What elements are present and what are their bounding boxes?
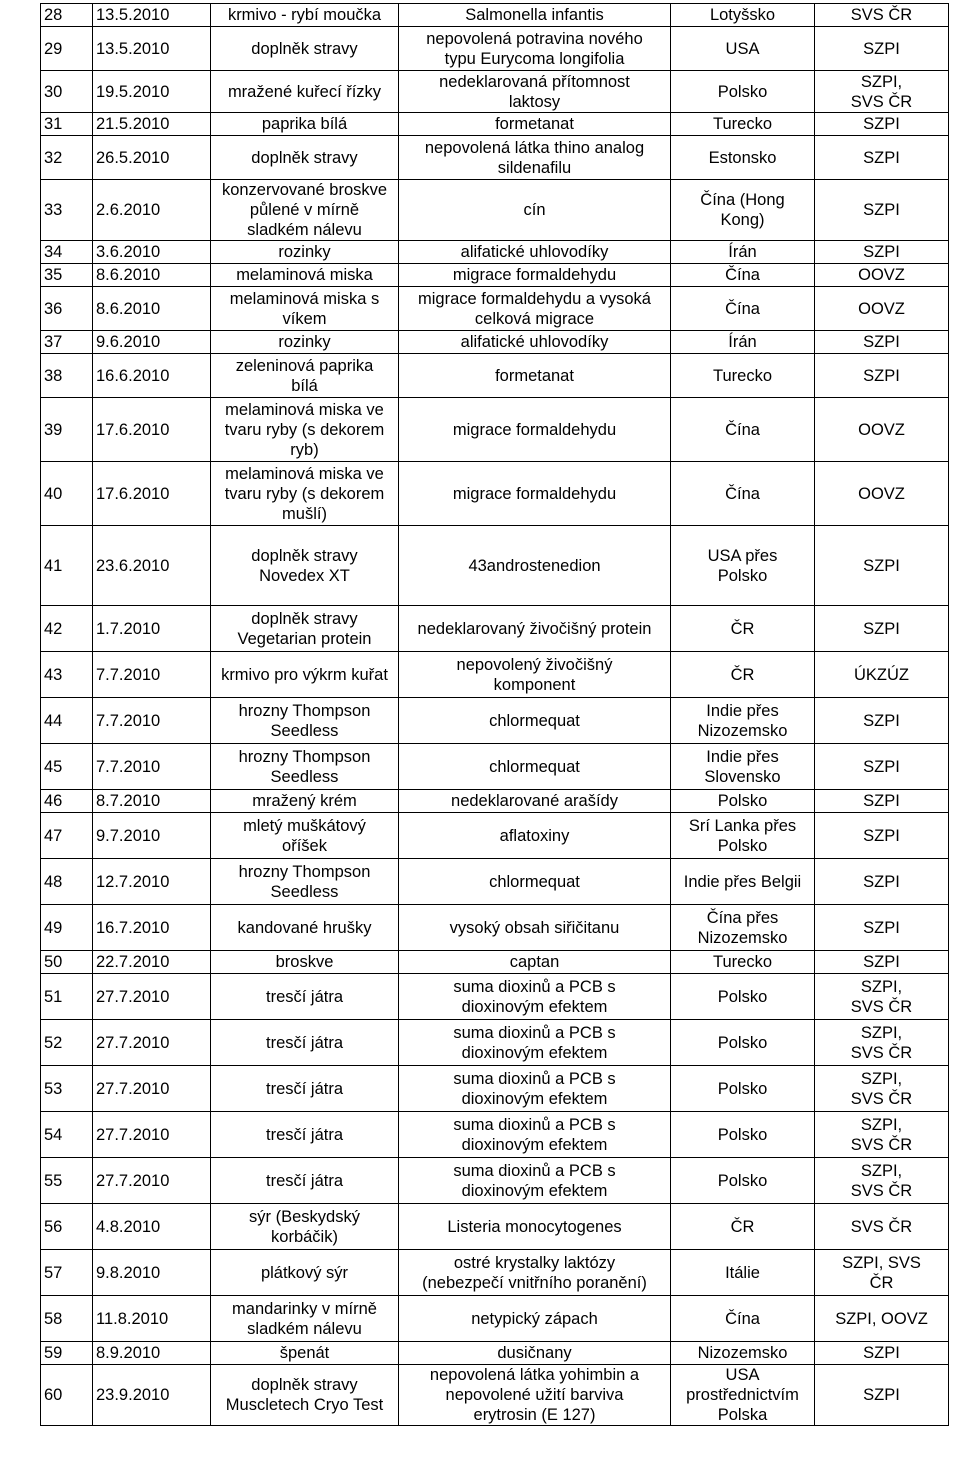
row-authority: SZPI [815, 331, 949, 354]
row-product: konzervované broskve půlené v mírně sladkém nálevu [211, 180, 399, 241]
row-date: 8.9.2010 [93, 1342, 211, 1365]
table-row [41, 71, 949, 113]
row-date: 7.7.2010 [93, 698, 211, 744]
row-number: 31 [41, 113, 93, 136]
row-origin: Polsko [671, 71, 815, 113]
row-date: 17.6.2010 [93, 398, 211, 462]
row-authority: SZPI [815, 113, 949, 136]
row-authority: SZPI [815, 354, 949, 398]
table-row [41, 951, 949, 974]
row-hazard: migrace formaldehydu [399, 264, 671, 287]
row-authority: SZPI [815, 180, 949, 241]
row-number: 47 [41, 813, 93, 859]
row-date: 8.6.2010 [93, 287, 211, 331]
table-row [41, 4, 949, 27]
row-authority: SZPI, SVS ČR [815, 1250, 949, 1296]
row-authority: SZPI [815, 790, 949, 813]
row-number: 56 [41, 1204, 93, 1250]
row-product: doplněk stravy Muscletech Cryo Test [211, 1365, 399, 1426]
row-number: 39 [41, 398, 93, 462]
row-number: 54 [41, 1112, 93, 1158]
row-date: 11.8.2010 [93, 1296, 211, 1342]
row-date: 2.6.2010 [93, 180, 211, 241]
row-origin: ČR [671, 606, 815, 652]
row-origin: ČR [671, 652, 815, 698]
row-date: 9.6.2010 [93, 331, 211, 354]
row-origin: USA přes Polsko [671, 526, 815, 606]
row-product: melaminová miska [211, 264, 399, 287]
row-origin: Indie přes Belgii [671, 859, 815, 905]
row-date: 23.6.2010 [93, 526, 211, 606]
row-hazard: vysoký obsah siřičitanu [399, 905, 671, 951]
table-row [41, 136, 949, 180]
row-authority: SZPI [815, 951, 949, 974]
row-product: hrozny Thompson Seedless [211, 698, 399, 744]
row-origin: Čína [671, 398, 815, 462]
row-hazard: migrace formaldehydu [399, 462, 671, 526]
row-date: 16.6.2010 [93, 354, 211, 398]
table-row [41, 744, 949, 790]
row-product: doplněk stravy Novedex XT [211, 526, 399, 606]
table-row [41, 1342, 949, 1365]
row-date: 22.7.2010 [93, 951, 211, 974]
row-origin: Čína [671, 287, 815, 331]
row-product: tresčí játra [211, 974, 399, 1020]
row-number: 49 [41, 905, 93, 951]
row-date: 27.7.2010 [93, 1112, 211, 1158]
row-product: doplněk stravy Vegetarian protein [211, 606, 399, 652]
table-row [41, 859, 949, 905]
row-date: 27.7.2010 [93, 1020, 211, 1066]
row-number: 38 [41, 354, 93, 398]
row-hazard: alifatické uhlovodíky [399, 241, 671, 264]
table-row [41, 974, 949, 1020]
row-authority: SZPI [815, 241, 949, 264]
row-product: tresčí játra [211, 1066, 399, 1112]
row-product: mletý muškátový oříšek [211, 813, 399, 859]
row-product: tresčí játra [211, 1158, 399, 1204]
row-hazard: nepovolený živočišný komponent [399, 652, 671, 698]
table-row [41, 1112, 949, 1158]
row-number: 41 [41, 526, 93, 606]
row-date: 26.5.2010 [93, 136, 211, 180]
row-authority: SVS ČR [815, 4, 949, 27]
row-authority: SZPI [815, 859, 949, 905]
row-origin: Polsko [671, 1020, 815, 1066]
table-row [41, 354, 949, 398]
table-row [41, 1204, 949, 1250]
row-number: 37 [41, 331, 93, 354]
row-date: 13.5.2010 [93, 4, 211, 27]
row-product: doplněk stravy [211, 136, 399, 180]
row-number: 45 [41, 744, 93, 790]
row-authority: OOVZ [815, 264, 949, 287]
row-authority: SZPI [815, 606, 949, 652]
row-number: 29 [41, 27, 93, 71]
table-row [41, 264, 949, 287]
row-date: 12.7.2010 [93, 859, 211, 905]
row-product: broskve [211, 951, 399, 974]
table-row [41, 526, 949, 606]
row-product: melaminová miska s víkem [211, 287, 399, 331]
row-hazard: nedeklarované arašídy [399, 790, 671, 813]
row-origin: USA prostřednictvím Polska [671, 1365, 815, 1426]
row-date: 17.6.2010 [93, 462, 211, 526]
row-hazard: netypický zápach [399, 1296, 671, 1342]
row-authority: SZPI [815, 698, 949, 744]
row-product: tresčí játra [211, 1020, 399, 1066]
row-origin: Srí Lanka přes Polsko [671, 813, 815, 859]
row-origin: Čína (Hong Kong) [671, 180, 815, 241]
table-row [41, 1020, 949, 1066]
row-hazard: migrace formaldehydu [399, 398, 671, 462]
row-number: 40 [41, 462, 93, 526]
table-row [41, 606, 949, 652]
row-product: sýr (Beskydský korbáčik) [211, 1204, 399, 1250]
row-number: 28 [41, 4, 93, 27]
row-origin: Polsko [671, 974, 815, 1020]
row-authority: SZPI [815, 526, 949, 606]
row-origin: Polsko [671, 1066, 815, 1112]
row-origin: Indie přes Nizozemsko [671, 698, 815, 744]
row-date: 4.8.2010 [93, 1204, 211, 1250]
row-date: 23.9.2010 [93, 1365, 211, 1426]
row-number: 48 [41, 859, 93, 905]
table-row [41, 1296, 949, 1342]
row-date: 21.5.2010 [93, 113, 211, 136]
row-hazard: aflatoxiny [399, 813, 671, 859]
row-product: melaminová miska ve tvaru ryby (s dekorem mušlí) [211, 462, 399, 526]
row-product: plátkový sýr [211, 1250, 399, 1296]
row-origin: Indie přes Slovensko [671, 744, 815, 790]
row-hazard: alifatické uhlovodíky [399, 331, 671, 354]
row-authority: SZPI, SVS ČR [815, 974, 949, 1020]
table-row [41, 398, 949, 462]
row-product: hrozny Thompson Seedless [211, 744, 399, 790]
table-row [41, 1066, 949, 1112]
row-product: rozinky [211, 331, 399, 354]
row-authority: SVS ČR [815, 1204, 949, 1250]
row-number: 55 [41, 1158, 93, 1204]
table-row [41, 27, 949, 71]
row-origin: Čína [671, 1296, 815, 1342]
row-origin: Írán [671, 331, 815, 354]
row-product: zeleninová paprika bílá [211, 354, 399, 398]
row-origin: Polsko [671, 1158, 815, 1204]
table-row [41, 113, 949, 136]
row-date: 9.8.2010 [93, 1250, 211, 1296]
table-row [41, 790, 949, 813]
row-hazard: 43androstenedion [399, 526, 671, 606]
row-date: 8.7.2010 [93, 790, 211, 813]
row-number: 59 [41, 1342, 93, 1365]
row-date: 16.7.2010 [93, 905, 211, 951]
row-hazard: suma dioxinů a PCB s dioxinovým efektem [399, 1020, 671, 1066]
row-number: 34 [41, 241, 93, 264]
row-number: 57 [41, 1250, 93, 1296]
row-number: 43 [41, 652, 93, 698]
row-hazard: cín [399, 180, 671, 241]
row-authority: SZPI [815, 813, 949, 859]
table-row [41, 331, 949, 354]
row-authority: SZPI [815, 744, 949, 790]
table-row [41, 1158, 949, 1204]
row-origin: Turecko [671, 113, 815, 136]
row-number: 36 [41, 287, 93, 331]
row-origin: USA [671, 27, 815, 71]
row-product: špenát [211, 1342, 399, 1365]
row-date: 19.5.2010 [93, 71, 211, 113]
row-number: 52 [41, 1020, 93, 1066]
table-row [41, 1365, 949, 1426]
row-date: 7.7.2010 [93, 744, 211, 790]
row-number: 51 [41, 974, 93, 1020]
row-hazard: ostré krystalky laktózy (nebezpečí vnitřního poranění) [399, 1250, 671, 1296]
row-hazard: nepovolená potravina nového typu Eurycoma longifolia [399, 27, 671, 71]
row-origin: Estonsko [671, 136, 815, 180]
row-authority: OOVZ [815, 462, 949, 526]
row-origin: Polsko [671, 790, 815, 813]
row-product: melaminová miska ve tvaru ryby (s dekorem ryb) [211, 398, 399, 462]
row-number: 33 [41, 180, 93, 241]
row-origin: Čína [671, 264, 815, 287]
row-origin: Turecko [671, 951, 815, 974]
row-date: 1.7.2010 [93, 606, 211, 652]
row-product: tresčí játra [211, 1112, 399, 1158]
table-row [41, 905, 949, 951]
row-authority: SZPI, SVS ČR [815, 1020, 949, 1066]
table-row [41, 180, 949, 241]
row-number: 30 [41, 71, 93, 113]
row-hazard: suma dioxinů a PCB s dioxinovým efektem [399, 1158, 671, 1204]
row-hazard: suma dioxinů a PCB s dioxinovým efektem [399, 974, 671, 1020]
row-hazard: suma dioxinů a PCB s dioxinovým efektem [399, 1112, 671, 1158]
row-hazard: chlormequat [399, 859, 671, 905]
row-authority: SZPI, SVS ČR [815, 1112, 949, 1158]
row-date: 27.7.2010 [93, 1066, 211, 1112]
row-number: 46 [41, 790, 93, 813]
row-authority: SZPI [815, 1365, 949, 1426]
row-origin: Čína [671, 462, 815, 526]
row-number: 50 [41, 951, 93, 974]
table-row [41, 462, 949, 526]
row-hazard: nepovolená látka yohimbin a nepovolené užití barviva erytrosin (E 127) [399, 1365, 671, 1426]
row-date: 27.7.2010 [93, 974, 211, 1020]
row-date: 3.6.2010 [93, 241, 211, 264]
table-row [41, 652, 949, 698]
row-origin: Turecko [671, 354, 815, 398]
row-product: krmivo - rybí moučka [211, 4, 399, 27]
row-date: 13.5.2010 [93, 27, 211, 71]
row-date: 7.7.2010 [93, 652, 211, 698]
row-number: 53 [41, 1066, 93, 1112]
table-body [41, 4, 949, 1426]
row-date: 8.6.2010 [93, 264, 211, 287]
row-product: rozinky [211, 241, 399, 264]
table-row [41, 287, 949, 331]
row-hazard: captan [399, 951, 671, 974]
row-hazard: Listeria monocytogenes [399, 1204, 671, 1250]
row-authority: SZPI [815, 27, 949, 71]
row-number: 58 [41, 1296, 93, 1342]
row-authority: OOVZ [815, 398, 949, 462]
row-authority: SZPI, SVS ČR [815, 1158, 949, 1204]
row-hazard: nedeklarovaný živočišný protein [399, 606, 671, 652]
row-hazard: suma dioxinů a PCB s dioxinovým efektem [399, 1066, 671, 1112]
row-authority: SZPI [815, 136, 949, 180]
row-authority: OOVZ [815, 287, 949, 331]
row-product: kandované hrušky [211, 905, 399, 951]
row-authority: SZPI [815, 905, 949, 951]
row-hazard: migrace formaldehydu a vysoká celková migrace [399, 287, 671, 331]
row-origin: Lotyšsko [671, 4, 815, 27]
row-origin: Čína přes Nizozemsko [671, 905, 815, 951]
row-hazard: formetanat [399, 113, 671, 136]
row-origin: Itálie [671, 1250, 815, 1296]
row-number: 44 [41, 698, 93, 744]
row-product: mandarinky v mírně sladkém nálevu [211, 1296, 399, 1342]
row-authority: SZPI [815, 1342, 949, 1365]
row-authority: ÚKZÚZ [815, 652, 949, 698]
row-date: 9.7.2010 [93, 813, 211, 859]
row-product: mražené kuřecí řízky [211, 71, 399, 113]
row-authority: SZPI, SVS ČR [815, 71, 949, 113]
row-origin: ČR [671, 1204, 815, 1250]
row-product: paprika bílá [211, 113, 399, 136]
row-hazard: Salmonella infantis [399, 4, 671, 27]
row-origin: Nizozemsko [671, 1342, 815, 1365]
row-number: 42 [41, 606, 93, 652]
row-hazard: chlormequat [399, 698, 671, 744]
row-origin: Írán [671, 241, 815, 264]
row-hazard: dusičnany [399, 1342, 671, 1365]
row-product: krmivo pro výkrm kuřat [211, 652, 399, 698]
row-date: 27.7.2010 [93, 1158, 211, 1204]
row-origin: Polsko [671, 1112, 815, 1158]
row-number: 60 [41, 1365, 93, 1426]
row-authority: SZPI, OOVZ [815, 1296, 949, 1342]
table-row [41, 1250, 949, 1296]
table-row [41, 813, 949, 859]
food-alert-table [40, 3, 949, 1426]
table-row [41, 241, 949, 264]
row-hazard: chlormequat [399, 744, 671, 790]
row-product: doplněk stravy [211, 27, 399, 71]
row-hazard: formetanat [399, 354, 671, 398]
row-hazard: nedeklarovaná přítomnost laktosy [399, 71, 671, 113]
row-number: 35 [41, 264, 93, 287]
row-authority: SZPI, SVS ČR [815, 1066, 949, 1112]
row-hazard: nepovolená látka thino analog sildenafilu [399, 136, 671, 180]
row-product: hrozny Thompson Seedless [211, 859, 399, 905]
row-product: mražený krém [211, 790, 399, 813]
table-row [41, 698, 949, 744]
row-number: 32 [41, 136, 93, 180]
